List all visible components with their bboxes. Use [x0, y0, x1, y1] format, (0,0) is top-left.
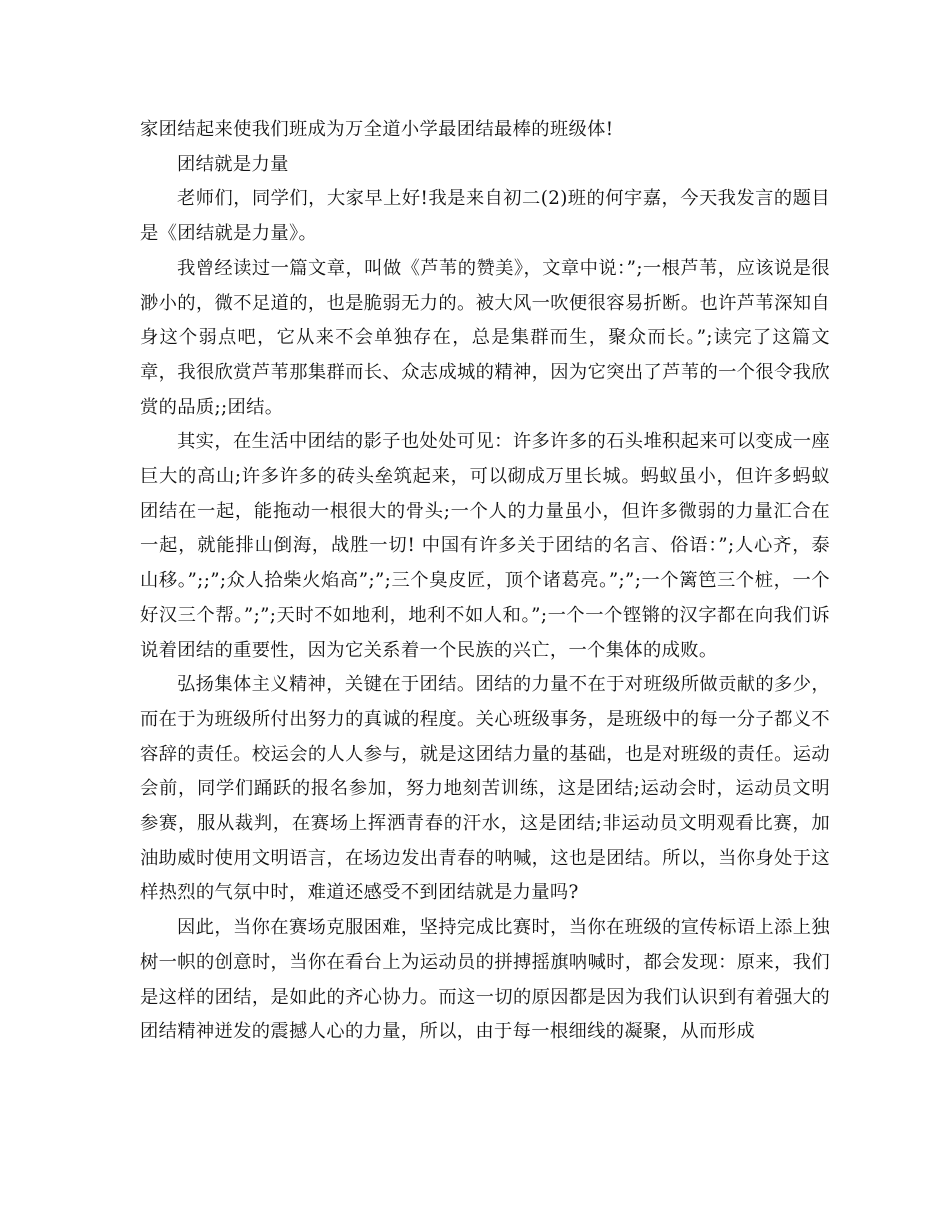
paragraph-unity-examples: 其实，在生活中团结的影子也处处可见：许多许多的石头堆积起来可以变成一座巨大的高山;许多许多的砖头垒筑起来，可以砌成万里长城。蚂蚁虽小，但许多蚂蚁团结在一起，能拖动一根很大的骨头;一个人的力量虽小，但许多微弱的力量汇合在一起，就能排山倒海，战胜一切! 中国有许多关于团结的名言、俗语：”;人心齐，泰山移。”;;”;众人拾柴火焰高”;”;三个臭皮匠，顶个诸葛亮。”;”;一个篱笆三个桩，一个好汉三个帮。”;”;天时不如地利，地利不如人和。”;一个一个铿锵的汉字都在向我们诉说着团结的重要性，因为它关系着一个民族的兴亡，一个集体的成败。 — [140, 431, 830, 661]
paragraph-continuation: 家团结起来使我们班成为万全道小学最团结最棒的班级体! — [140, 119, 614, 140]
paragraph-reed-article: 我曾经读过一篇文章，叫做《芦苇的赞美》，文章中说：”;一根芦苇，应该说是很渺小的，微不足道的，也是脆弱无力的。被大风一吹便很容易折断。也许芦苇深知自身这个弱点吧，它从来不会单独存在，总是集群而生，聚众而长。”;读完了这篇文章，我很欣赏芦苇那集群而长、众志成城的精神，因为它突出了芦苇的一个很令我欣赏的品质;;团结。 — [140, 257, 830, 418]
paragraph-greeting: 老师们，同学们，大家早上好!我是来自初二(2)班的何宇嘉，今天我发言的题目是《团结就是力量》。 — [140, 188, 830, 245]
document-body — [140, 113, 830, 1050]
paragraph-conclusion: 因此，当你在赛场克服困难，坚持完成比赛时，当你在班级的宣传标语上添上独树一帜的创意时，当你在看台上为运动员的拼搏摇旗呐喊时，都会发现：原来，我们是这样的团结，是如此的齐心协力。而这一切的原因都是因为我们认识到有着强大的团结精神迸发的震撼人心的力量，所以，由于每一根细线的凝聚，从而形成 — [140, 917, 830, 1043]
section-title: 团结就是力量 — [177, 153, 289, 175]
paragraph-collectivism: 弘扬集体主义精神，关键在于团结。团结的力量不在于对班级所做贡献的多少，而在于为班级所付出努力的真诚的程度。关心班级事务，是班级中的每一分子都义不容辞的责任。校运会的人人参与，就是这团结力量的基础，也是对班级的责任。运动会前，同学们踊跃的报名参加，努力地刻苦训练，这是团结;运动会时，运动员文明参赛，服从裁判，在赛场上挥洒青春的汗水，这是团结;非运动员文明观看比赛，加油助威时使用文明语言，在场边发出青春的呐喊，这也是团结。所以，当你身处于这样热烈的气氛中时，难道还感受不到团结就是力量吗? — [140, 674, 830, 904]
